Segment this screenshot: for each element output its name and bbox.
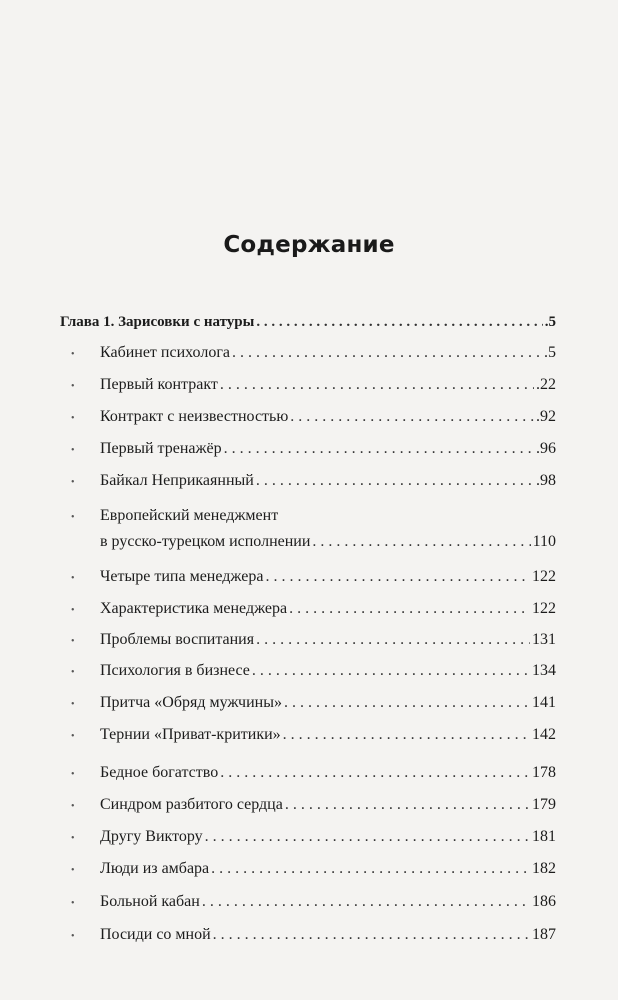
toc-item-page-number: .92 bbox=[536, 408, 556, 425]
toc-item-page-number: 122 bbox=[532, 600, 556, 617]
dot-leader bbox=[232, 340, 542, 366]
toc-title: Содержание bbox=[223, 232, 395, 258]
toc-item-page-number: 181 bbox=[532, 828, 556, 845]
toc-item-page-number: .5 bbox=[544, 344, 556, 361]
bullet-icon: • bbox=[71, 573, 75, 584]
toc-item bbox=[71, 722, 556, 750]
toc-item-page-number: 186 bbox=[532, 893, 556, 910]
toc-item-page-number: 179 bbox=[532, 796, 556, 813]
toc-item-label: Проблемы воспитания bbox=[100, 631, 255, 648]
bullet-icon: • bbox=[71, 413, 75, 424]
toc-item-label: Контракт с неизвестностью bbox=[100, 408, 289, 425]
toc-item bbox=[71, 658, 556, 686]
toc-item-page-number: 110 bbox=[532, 533, 556, 550]
toc-item bbox=[71, 690, 556, 718]
dot-leader bbox=[205, 824, 530, 850]
toc-item bbox=[71, 824, 556, 852]
toc-item-label: Кабинет психолога bbox=[100, 344, 230, 361]
toc-item-label: Синдром разбитого сердца bbox=[100, 796, 283, 813]
bullet-icon: • bbox=[71, 636, 75, 647]
dot-leader bbox=[284, 690, 530, 716]
bullet-icon: • bbox=[71, 931, 75, 942]
dot-leader bbox=[256, 309, 542, 335]
dot-leader bbox=[202, 889, 530, 915]
dot-leader bbox=[290, 404, 534, 430]
bullet-icon: • bbox=[71, 731, 75, 742]
toc-item bbox=[71, 889, 556, 917]
toc-item-label: Первый тренажёр bbox=[100, 440, 222, 457]
dot-leader bbox=[224, 436, 534, 462]
toc-item-label: Притча «Обряд мужчины» bbox=[100, 694, 282, 711]
toc-item-label: в русско-турецком исполнении bbox=[100, 533, 311, 550]
toc-item bbox=[71, 760, 556, 788]
toc-item-page-number: 131 bbox=[532, 631, 556, 648]
toc-item bbox=[71, 404, 556, 432]
bullet-icon: • bbox=[71, 605, 75, 616]
toc-item bbox=[71, 856, 556, 884]
dot-leader bbox=[289, 596, 530, 622]
dot-leader bbox=[285, 792, 530, 818]
toc-item bbox=[71, 596, 556, 624]
toc-item-label: Другу Виктору bbox=[100, 828, 203, 845]
toc-item-page-number: 141 bbox=[532, 694, 556, 711]
bullet-icon: • bbox=[71, 349, 75, 360]
toc-item-page-number: 122 bbox=[532, 568, 556, 585]
toc-item-page-number: .22 bbox=[536, 376, 556, 393]
toc-item-page-number: 178 bbox=[532, 764, 556, 781]
toc-item bbox=[71, 922, 556, 950]
toc-item-page-number: .98 bbox=[536, 472, 556, 489]
toc-item bbox=[71, 503, 556, 531]
dot-leader bbox=[256, 468, 534, 494]
toc-item-page-number: 187 bbox=[532, 926, 556, 943]
dot-leader bbox=[256, 627, 530, 653]
toc-item-page-number: 134 bbox=[532, 662, 556, 679]
toc-chapter-1 bbox=[60, 309, 556, 335]
bullet-icon: • bbox=[71, 898, 75, 909]
toc-item bbox=[71, 372, 556, 400]
bullet-icon: • bbox=[71, 667, 75, 678]
dot-leader bbox=[252, 658, 530, 684]
toc-item-page-number: 182 bbox=[532, 860, 556, 877]
toc-item-label: Люди из амбара bbox=[100, 860, 210, 877]
bullet-icon: • bbox=[71, 865, 75, 876]
toc-item-label: Психология в бизнесе bbox=[100, 662, 250, 679]
chapter-label: Глава 1. Зарисовки с натуры bbox=[60, 314, 255, 330]
toc-item bbox=[71, 627, 556, 655]
toc-item-page-number: 142 bbox=[532, 726, 556, 743]
dot-leader bbox=[312, 529, 530, 555]
bullet-icon: • bbox=[71, 512, 75, 523]
toc-item-label: Больной кабан bbox=[100, 893, 200, 910]
bullet-icon: • bbox=[71, 801, 75, 812]
bullet-icon: • bbox=[71, 445, 75, 456]
toc-item-label-line1: Европейский менеджмент bbox=[100, 507, 279, 524]
dot-leader bbox=[213, 922, 530, 948]
toc-item bbox=[71, 564, 556, 592]
toc-item-label: Характеристика менеджера bbox=[100, 600, 288, 617]
toc-item-label: Бедное богатство bbox=[100, 764, 219, 781]
bullet-icon: • bbox=[71, 381, 75, 392]
bullet-icon: • bbox=[71, 699, 75, 710]
toc-item-label: Байкал Неприкаянный bbox=[100, 472, 254, 489]
bullet-icon: • bbox=[71, 477, 75, 488]
dot-leader bbox=[265, 564, 530, 590]
chapter-page-number: .5 bbox=[544, 314, 556, 330]
toc-item bbox=[71, 436, 556, 464]
toc-item-page-number: .96 bbox=[536, 440, 556, 457]
toc-item-label: Тернии «Приват-критики» bbox=[100, 726, 281, 743]
bullet-icon: • bbox=[71, 833, 75, 844]
toc-item bbox=[71, 340, 556, 368]
toc-item-label: Четыре типа менеджера bbox=[100, 568, 264, 585]
toc-item-continuation bbox=[71, 529, 556, 555]
dot-leader bbox=[211, 856, 530, 882]
toc-item-label: Первый контракт bbox=[100, 376, 218, 393]
bullet-icon: • bbox=[71, 769, 75, 780]
dot-leader bbox=[283, 722, 530, 748]
toc-item bbox=[71, 468, 556, 496]
toc-item bbox=[71, 792, 556, 820]
toc-item-label: Посиди со мной bbox=[100, 926, 211, 943]
dot-leader bbox=[220, 372, 534, 398]
dot-leader bbox=[220, 760, 530, 786]
